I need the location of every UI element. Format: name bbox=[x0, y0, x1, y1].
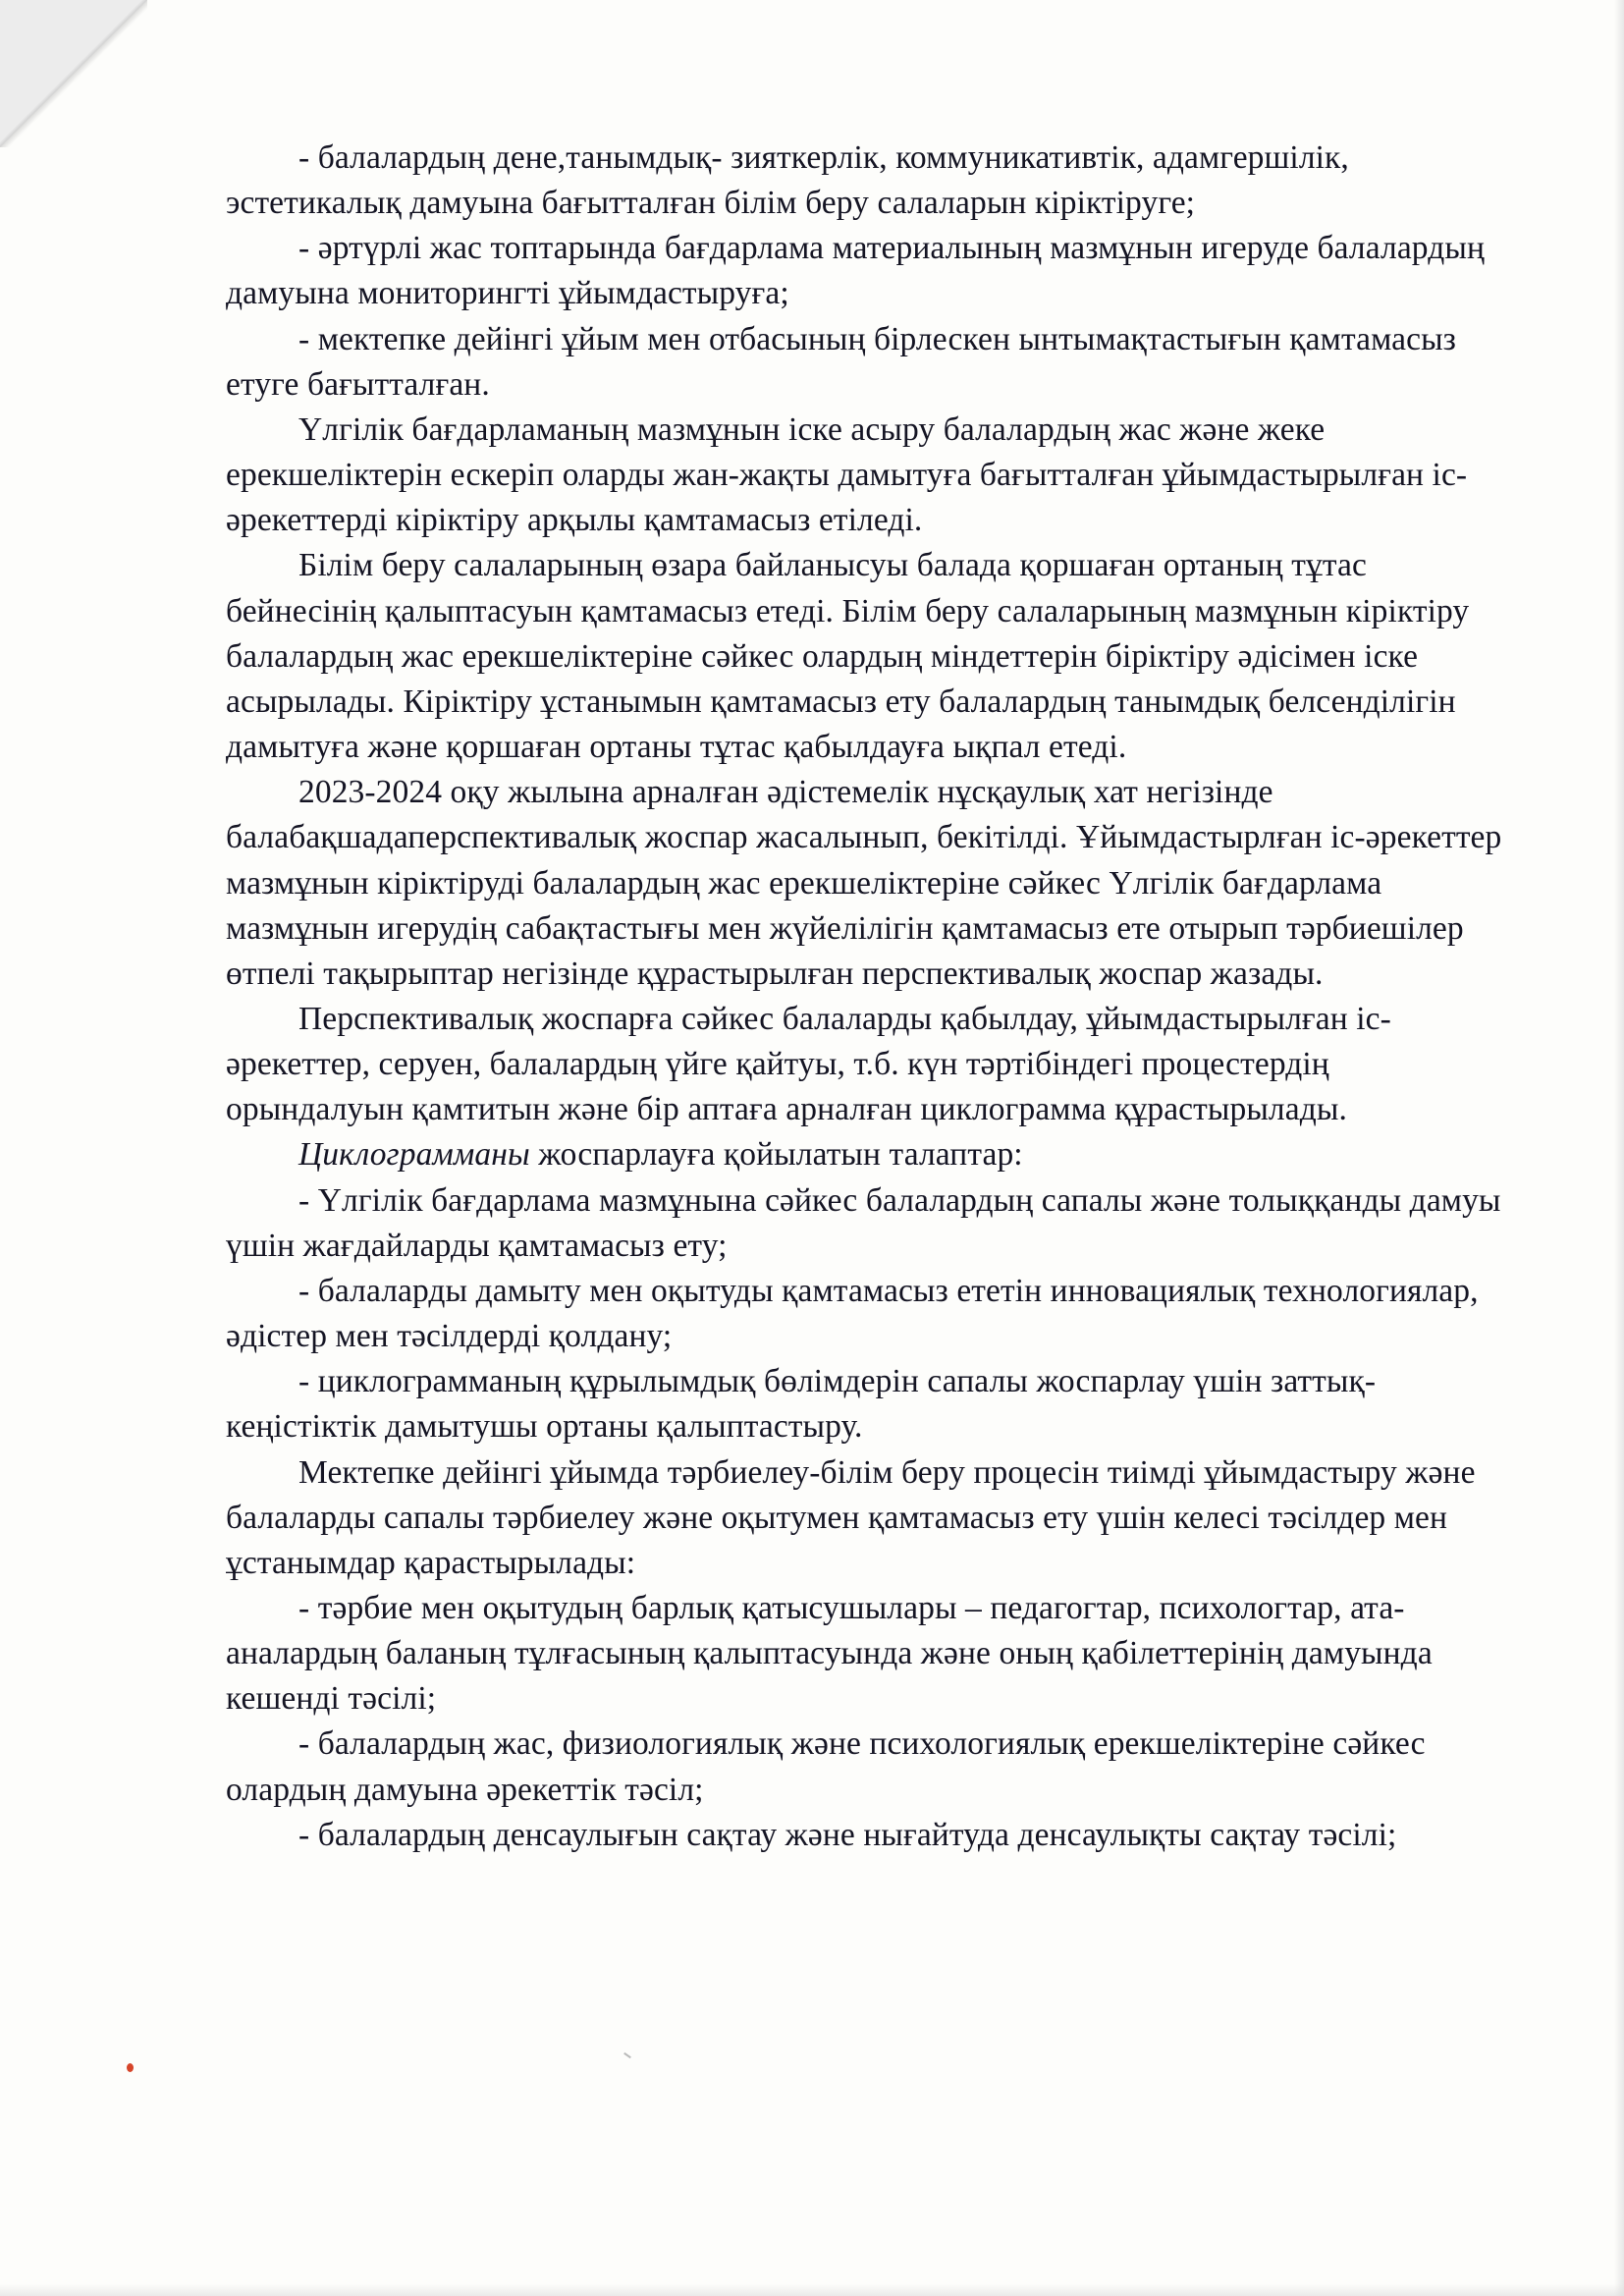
list-item-quality-development: - Үлгілік бағдарлама мазмұнына сәйкес балалардың сапалы және толыққанды дамуы үшін жағдайларды қамтамасыз ету; bbox=[226, 1181, 1501, 1264]
list-item-innovative-technologies: - балаларды дамыту мен оқытуды қамтамасыз ететін инновациялық технологиялар, әдістер мен тәсілдерді қолдану; bbox=[226, 1272, 1479, 1355]
paragraph-perspective-plan: 2023-2024 оқу жылына арналған әдістемелік нұсқаулық хат негізінде балабақшадаперспективалық жоспар жасалынып, бекітілді. Ұйымдастырлған іс-әрекеттер мазмұнын кіріктіруді балалардың жас ерекшеліктеріне сәйкес Үлгілік бағдарлама мазмұнын игерудің сабақтастығы мен жүйелілігін қамтамасыз ете отырып тәрбиешілер өтпелі тақырыптар негізінде құрастырылған перспективалық жоспар жазады. bbox=[226, 774, 1502, 992]
paragraph-cyclogram: Перспективалық жоспарға сәйкес балаларды қабылдау, ұйымдастырылған іс-әрекеттер, серуен, балалардың үйге қайтуы, т.б. күн тәртібіндегі процестердің орындалуын қамтитын және бір аптаға арналған циклограмма құрастырылады. bbox=[226, 1000, 1391, 1128]
list-item-complex-approach: - тәрбие мен оқытудың барлық қатысушылары – педагогтар, психологтар, ата-аналардың баланың тұлғасының қалыптасуында және оның қабілеттерінің дамуында кешенді тәсілі; bbox=[226, 1590, 1433, 1718]
folded-corner-shadow bbox=[0, 0, 147, 147]
right-edge-shadow bbox=[1614, 0, 1624, 2296]
bottom-edge-shadow bbox=[0, 2284, 1624, 2296]
paragraph-cyclogram-requirements bbox=[226, 1132, 1512, 1177]
paragraph-family-cooperation: - мектепке дейінгі ұйым мен отбасының бірлескен ынтымақтастығын қамтамасыз етуге бағытталған. bbox=[226, 320, 1457, 403]
red-ink-mark bbox=[127, 2063, 134, 2072]
list-item-developing-environment: - циклограмманың құрылымдық бөлімдерін сапалы жоспарлау үшін заттық-кеңістіктік дамытушы ортаны қалыптастыру. bbox=[226, 1363, 1377, 1446]
list-item-health-approach: - балалардың денсаулығын сақтау және нығайтуда денсаулықты сақтау тәсілі; bbox=[298, 1816, 1397, 1853]
paragraph-program-implementation: Үлгілік бағдарламаның мазмұнын іске асыру балалардың жас және жеке ерекшеліктерін ескеріп оларды жан-жақты дамытуға бағытталған ұйымдастырылған іс-әрекеттерді кіріктіру арқылы қамтамасыз етіледі. bbox=[226, 410, 1468, 539]
requirements-heading-text: жоспарлауға қойылатын талаптар: bbox=[529, 1136, 1023, 1174]
paragraph-monitoring: - әртүрлі жас топтарында бағдарлама материалының мазмұнын игеруде балалардың дамуына мониторингті ұйымдастыруға; bbox=[226, 230, 1485, 312]
paragraph-integration-areas: - балалардың дене,танымдық- зияткерлік, коммуникативтік, адамгершілік, эстетикалық дамуына бағытталған білім беру салаларын кіріктіруге; bbox=[226, 139, 1349, 222]
paragraph-education-areas: Білім беру салаларының өзара байланысуы балада қоршаған ортаның тұтас бейнесінің қалыптасуын қамтамасыз етеді. Білім беру салаларының мазмұнын кіріктіру балалардың жас ерекшеліктеріне сәйкес олардың міндеттерін біріктіру әдісімен іске асырылады. Кіріктіру ұстанымын қамтамасыз ету балалардың танымдық белсенділігін дамытуға және қоршаған ортаны тұтас қабылдауға ықпал етеді. bbox=[226, 547, 1470, 766]
paragraph-approaches-principles: Мектепке дейінгі ұйымда тәрбиелеу-білім беру процесін тиімді ұйымдастыру және балаларды сапалы тәрбиелеу және оқытумен қамтамасыз ету үшін келесі тәсілдер мен ұстанымдар қарастырылады: bbox=[226, 1453, 1476, 1581]
italic-term: Циклограмманы bbox=[298, 1136, 530, 1174]
list-item-activity-approach: - балалардың жас, физиологиялық және психологиялық ерекшеліктеріне сәйкес олардың дамуына әрекеттік тәсіл; bbox=[226, 1725, 1426, 1808]
document-body bbox=[226, 136, 1512, 1858]
scan-speck bbox=[623, 2052, 631, 2058]
